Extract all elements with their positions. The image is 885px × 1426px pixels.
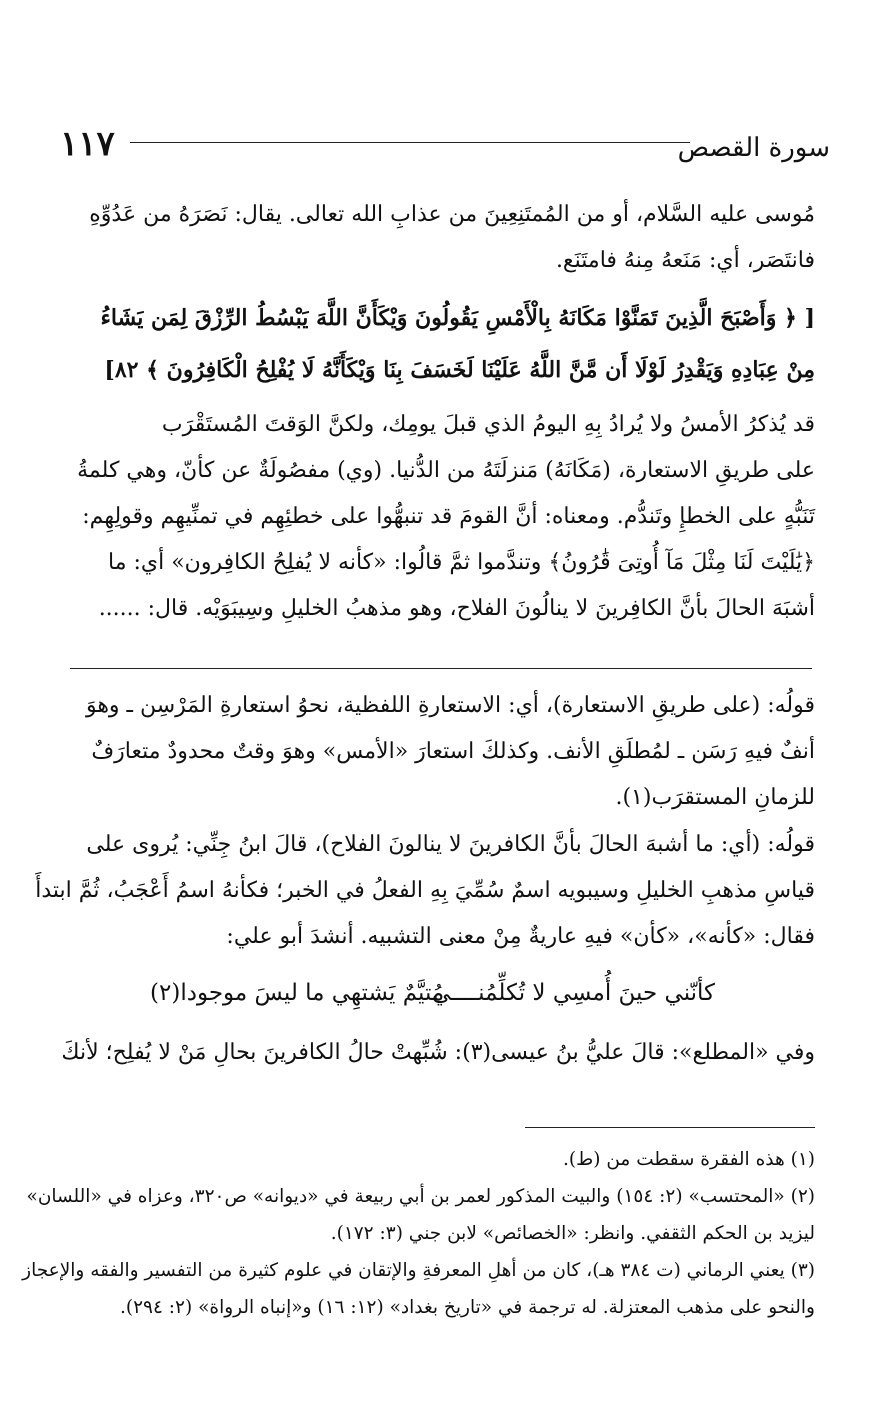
- commentary-line: تَنَبُّهٍ على الخطإِ وتَندُّم. ومعناه: أنَّ القومَ قد تنبهُّوا على خطئِهِم في تمنِّيهِم وقولِهِم:: [82, 504, 815, 529]
- commentary-line: أشبَهَ الحالَ بأنَّ الكافِرينَ لا ينالُونَ الفلاح، وهو مذهبُ الخليلِ وسِيبَوَيْه. قال: ......: [98, 596, 815, 621]
- commentary-line: قد يُذكرُ الأمسُ ولا يُرادُ بِهِ اليومُ الذي قبلَ يومِك، ولكنَّ الوَقتَ المُستَقْرَب: [161, 412, 815, 437]
- poem-hemistich-second: مُتيَّمٌ يَشتهِي ما ليسَ موجودا(٢): [150, 980, 445, 1006]
- footnote-divider: [525, 1127, 815, 1128]
- verse-line: [ ﴿ وَأَصْبَحَ الَّذِينَ تَمَنَّوْا مَكَانَهُ بِالْأَمْسِ يَقُولُونَ وَيْكَأَنَّ اللَّهَ يَبْسُطُ الرِّزْقَ لِمَن يَشَاءُ: [100, 305, 815, 331]
- poem-hemistich-first: كأنّني حينَ أُمسِي لا تُكلِّمُنــــي: [432, 980, 715, 1006]
- gloss-note-1: [60, 683, 815, 821]
- commentary-text: [60, 402, 815, 632]
- gloss-note-2: [35, 822, 815, 960]
- gloss-line: فقال: «كأنه»، «كأن» فيهِ عاريةٌ مِنْ معنى التشبيه. أنشدَ أبو علي:: [226, 924, 815, 949]
- gloss-line: قياسِ مذهبِ الخليلِ وسيبويه اسمٌ سُمِّيَ بِهِ الفعلُ في الخبر؛ فكأنهُ اسمُ أَعْجَبُ، ثُمَّ ابتدأَ: [35, 878, 815, 903]
- gloss-line: أنفٌ فيهِ رَسَن ـ لمُطلَقِ الأنف. وكذلكَ استعارَ «الأمس» وهوَ وقتٌ محدودٌ متعارَفٌ: [91, 739, 815, 764]
- footnote-line: والنحو على مذهب المعتزلة. له ترجمة في «تاريخ بغداد» (١٢: ١٦) و«إنباه الرواة» (٢: ٢٩٤).: [120, 1297, 815, 1318]
- page-header: [60, 120, 830, 170]
- verse-line: مِنْ عِبَادِهِ وَيَقْدِرُ لَوْلَا أَن مَّنَّ اللَّهُ عَلَيْنَا لَخَسَفَ بِنَا وَيْكَأَنَّهُ لَا يُفْلِحُ الْكَافِرُونَ ﴾ ٨٢]: [104, 357, 815, 383]
- gloss-line: قولُه: (على طريقِ الاستعارة)، أي: الاستعارةِ اللفظية، نحوُ استعارةِ المَرْسِن ـ وهوَ: [85, 693, 815, 718]
- commentary-line: ﴿يَٰلَيْتَ لَنَا مِثْلَ مَآ أُوتِىَ قَٰرُونُ﴾ وتندَّموا ثمَّ قالُوا: «كأنه لا يُفلِحُ الكافِرون» أي: ما: [108, 550, 815, 575]
- gloss-line: وفي «المطلع»: قالَ عليُّ بنُ عيسى(٣): شُبِّهتْ حالُ الكافرينَ بحالِ مَنْ لا يُفلِح؛ لأنكَ: [61, 1040, 815, 1065]
- main-line: فانتَصَر، أي: مَنَعهُ مِنهُ فامتَنَع.: [555, 248, 815, 273]
- main-text: [60, 192, 815, 284]
- quran-verse: [60, 292, 815, 396]
- commentary-line: على طريقِ الاستعارة، (مَكَانَهُ) مَنزلَتَهُ من الدُّنيا. (وي) مفصُولَةٌ عن كأنّ، وهي كلمةُ: [77, 458, 815, 483]
- footnote-line: (١) هذه الفقرة سقطت من (ط).: [563, 1149, 815, 1170]
- page-number: ١١٧: [60, 124, 115, 164]
- footnotes: [22, 1141, 815, 1326]
- main-line: مُوسى عليه السَّلام، أو من المُمتَنِعِينَ من عذابِ الله تعالى. يقال: نَصَرَهُ من عَدُوِّهِ: [89, 202, 815, 227]
- footnote-line: (٣) يعني الرماني (ت ٣٨٤ هـ)، كان من أهلِ المعرفةِ والإتقان في علوم كثيرة من التفسير والفقه والإعجاز: [22, 1260, 815, 1281]
- section-divider: [70, 668, 812, 669]
- gloss-line: قولُه: (أي: ما أشبهَ الحالَ بأنَّ الكافرينَ لا ينالونَ الفلاح)، قالَ ابنُ جِنِّي: يُروى على: [86, 832, 815, 857]
- gloss-note-3: [60, 1030, 815, 1076]
- header-rule: [130, 142, 690, 143]
- footnote-line: ليزيد بن الحكم الثقفي. وانظر: «الخصائص» لابن جني (٣: ١٧٢).: [330, 1223, 815, 1244]
- gloss-line: للزمانِ المستقرَب(١).: [615, 785, 815, 810]
- poetry-verse: [60, 970, 815, 1016]
- footnote-line: (٢) «المحتسب» (٢: ١٥٤) والبيت المذكور لعمر بن أبي ربيعة في «ديوانه» ص٣٢٠، وعزاه في «اللسان»: [26, 1186, 815, 1207]
- surah-title: سورة القصص: [677, 133, 830, 163]
